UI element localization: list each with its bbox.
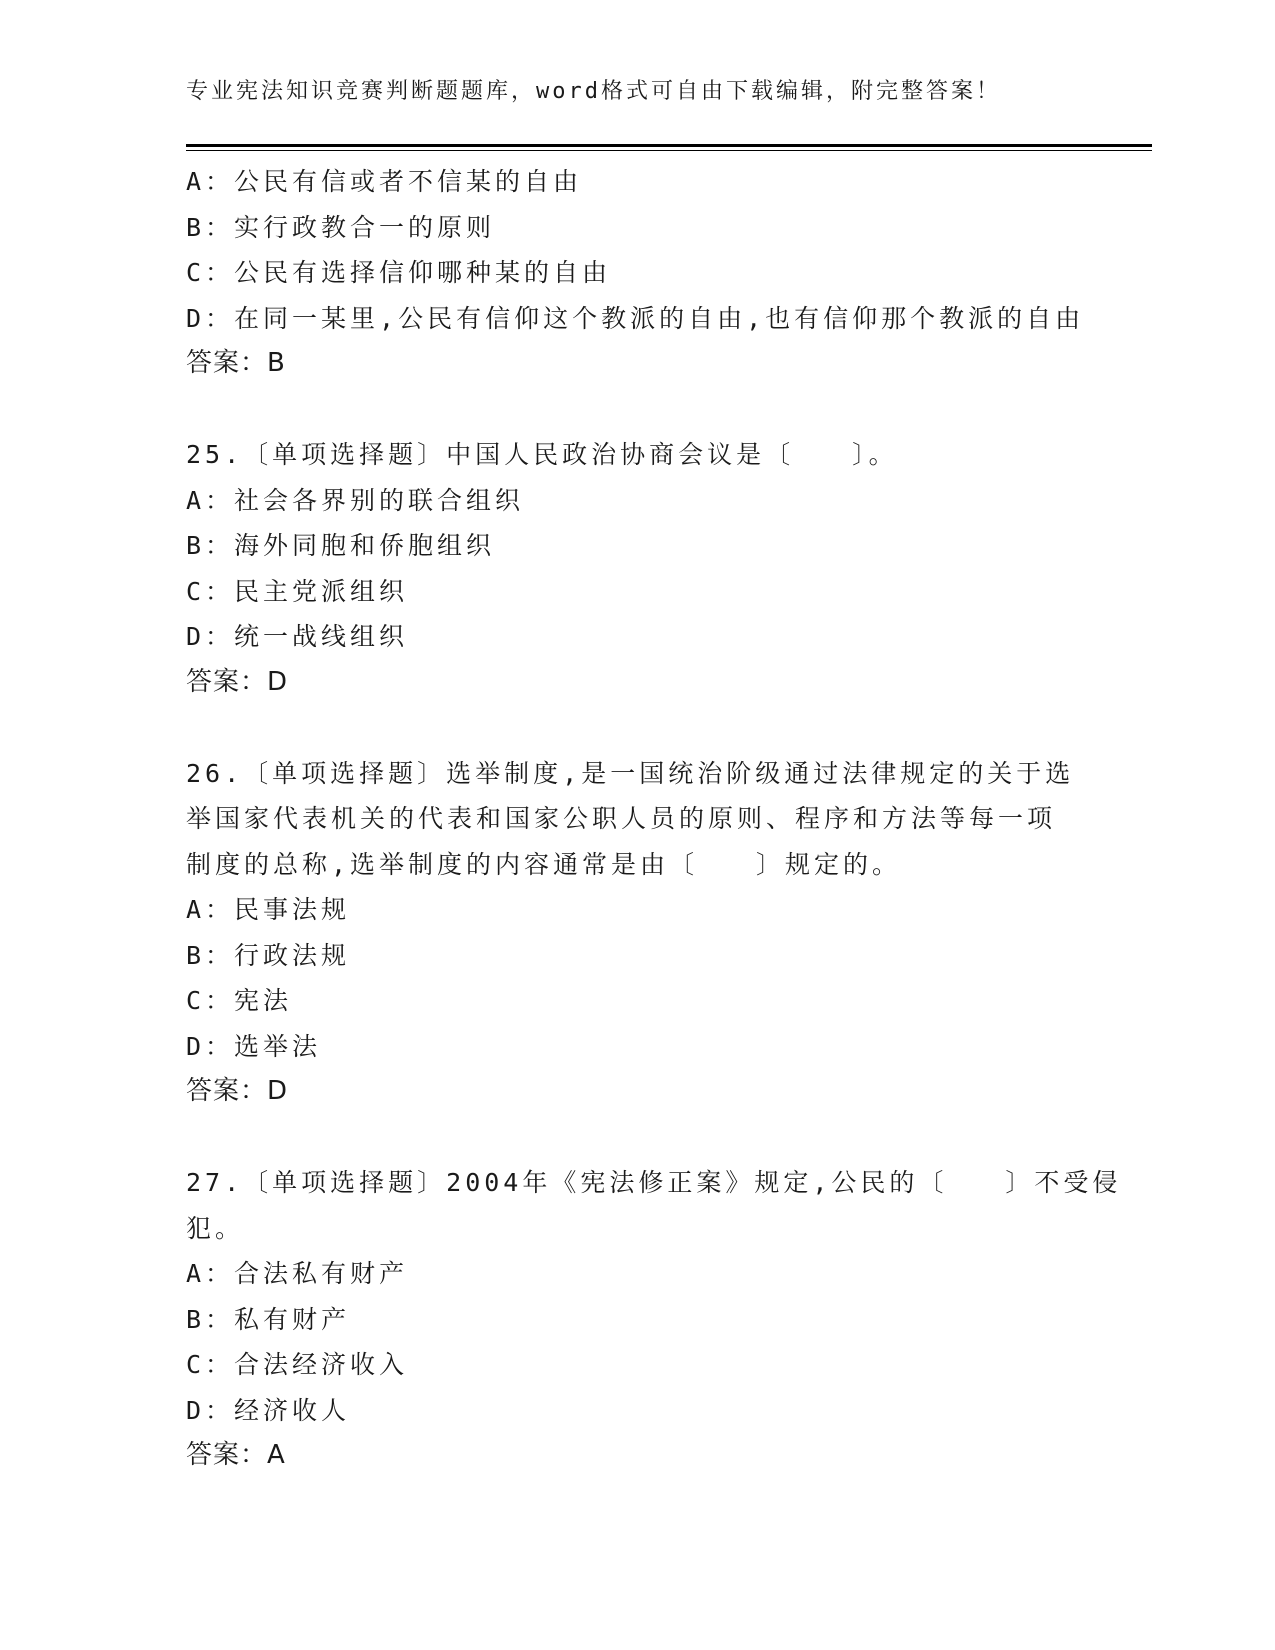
option-a: A：公民有信或者不信某的自由 — [186, 167, 583, 196]
page-header: 专业宪法知识竞赛判断题题库，word格式可自由下载编辑，附完整答案！ — [186, 79, 1001, 104]
option-b: B：行政法规 — [186, 940, 351, 970]
question-stem-line-2: 犯。 — [186, 1213, 245, 1243]
option-a: A：民事法规 — [186, 895, 351, 924]
question-stem-line-1: 26.〔单项选择题〕选举制度,是一国统治阶级通过法律规定的关于选 — [186, 758, 1075, 788]
answer: 答案：A — [186, 1440, 286, 1470]
question-24 — [186, 159, 1086, 387]
option-d: D：统一战线组织 — [186, 622, 409, 651]
question-stem: 25.〔单项选择题〕中国人民政治协商会议是〔 〕。 — [186, 440, 898, 469]
option-b: B：海外同胞和侨胞组织 — [186, 531, 496, 560]
option-c: C：公民有选择信仰哪种某的自由 — [186, 258, 612, 287]
option-c: C：民主党派组织 — [186, 576, 409, 606]
question-stem-line-2: 举国家代表机关的代表和国家公职人员的原则、程序和方法等每一项 — [186, 804, 1057, 833]
option-d: D：在同一某里,公民有信仰这个教派的自由,也有信仰那个教派的自由 — [186, 303, 1085, 333]
question-content — [186, 159, 1122, 1479]
answer: 答案：B — [186, 348, 286, 378]
option-d: D：选举法 — [186, 1031, 322, 1061]
header-divider — [186, 144, 1152, 151]
answer: 答案：D — [186, 666, 289, 697]
question-stem-line-3: 制度的总称,选举制度的内容通常是由〔 〕规定的。 — [186, 849, 902, 879]
answer: 答案：D — [186, 1076, 289, 1106]
question-25 — [186, 432, 1086, 705]
option-a: A：合法私有财产 — [186, 1259, 409, 1288]
option-c: C：合法经济收入 — [186, 1350, 409, 1379]
option-a: A：社会各界别的联合组织 — [186, 485, 525, 515]
option-d: D：经济收人 — [186, 1395, 351, 1425]
question-26 — [186, 751, 1086, 1115]
option-c: C：宪法 — [186, 986, 293, 1015]
question-27 — [186, 1160, 1122, 1479]
question-stem-line-1: 27.〔单项选择题〕2004年《宪法修正案》规定,公民的〔 〕不受侵 — [186, 1168, 1122, 1197]
option-b: B：私有财产 — [186, 1304, 351, 1334]
option-b: B：实行政教合一的原则 — [186, 212, 496, 242]
